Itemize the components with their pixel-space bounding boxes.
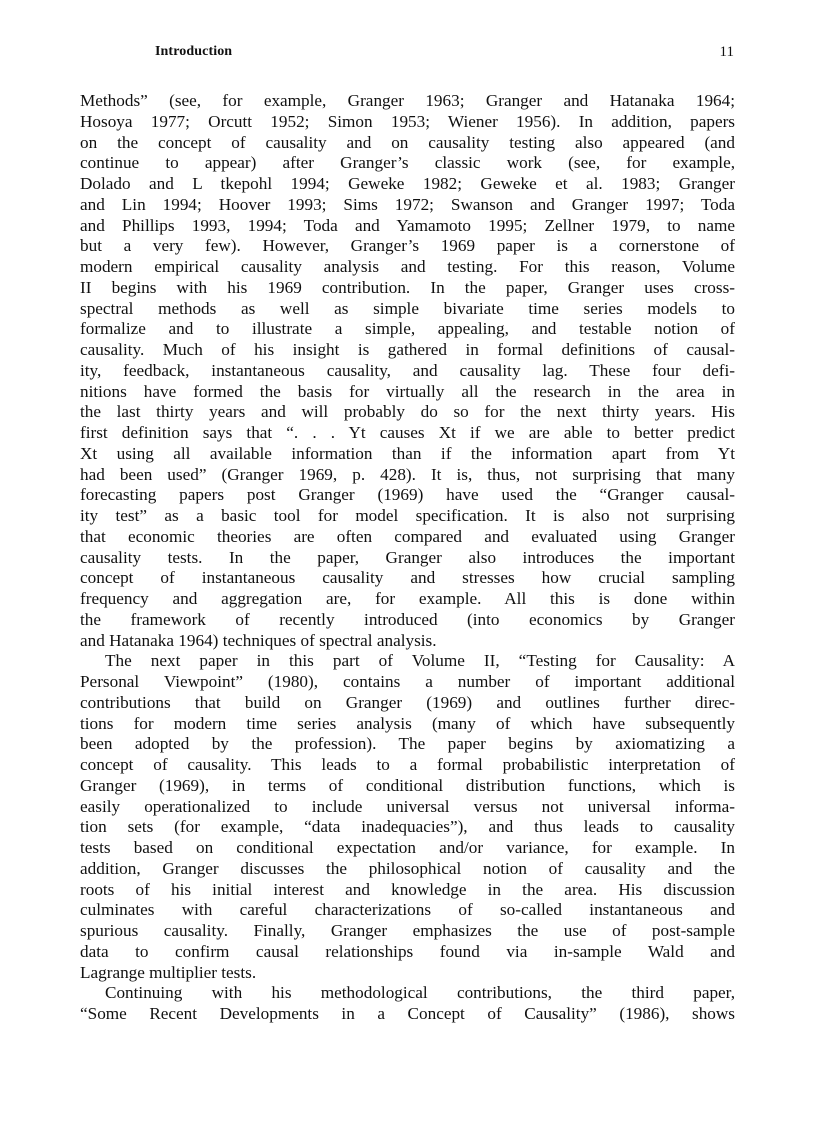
body-line: Personal Viewpoint” (1980), contains a number of important additional [80, 672, 735, 691]
body-line: forecasting papers post Granger (1969) have used the “Granger causal- [80, 485, 735, 505]
body-line: Xt using all available information than if the information apart from Yt [80, 443, 735, 463]
body-line: and Lin 1994; Hoover 1993; Sims 1972; Swanson and Granger 1997; Toda [80, 194, 735, 214]
body-line: modern empirical causality analysis and testing. For this reason, Volume [80, 257, 735, 276]
body-line: Lagrange multiplier tests. [80, 962, 257, 982]
body-line: causality. Much of his insight is gathered in formal definitions of causal- [80, 340, 735, 359]
body-line: continue to appear) after Granger’s classic work (see, for example, [80, 153, 735, 173]
body-line: on the concept of causality and on causality testing also appeared (and [80, 132, 735, 152]
body-line: had been used” (Granger 1969, p. 428). It is, thus, not surprising that many [80, 464, 735, 484]
body-line-indented: The next paper in this part of Volume II, “Testing for Causality: A [105, 651, 735, 671]
body-line: the last thirty years and will probably do so for the next thirty years. His [80, 402, 735, 422]
body-line: ity test” as a basic tool for model specification. It is also not surprising [80, 506, 735, 525]
body-line-indented: Continuing with his methodological contributions, the third paper, [105, 983, 735, 1003]
body-line: tion sets (for example, “data inadequacies”), and thus leads to causality [80, 817, 735, 837]
body-line: Methods” (see, for example, Granger 1963; Granger and Hatanaka 1964; [80, 91, 735, 110]
running-title: Introduction [155, 44, 233, 59]
body-line: Granger (1969), in terms of conditional distribution functions, which is [80, 775, 735, 795]
body-line: II begins with his 1969 contribution. In the paper, Granger uses cross- [80, 277, 735, 297]
body-line: data to confirm causal relationships found via in-sample Wald and [80, 941, 735, 961]
body-line: spectral methods as well as simple bivariate time series models to [80, 298, 735, 318]
body-line: tions for modern time series analysis (many of which have subsequently [80, 713, 735, 733]
body-line: Dolado and L tkepohl 1994; Geweke 1982; Geweke et al. 1983; Granger [80, 174, 735, 193]
body-line: easily operationalized to include universal versus not universal informa- [80, 796, 735, 816]
body-line: roots of his initial interest and knowledge in the area. His discussion [80, 879, 735, 899]
body-line: frequency and aggregation are, for example. All this is done within [80, 589, 735, 608]
body-line: “Some Recent Developments in a Concept of Causality” (1986), shows [80, 1004, 735, 1023]
body-line: concept of causality. This leads to a formal probabilistic interpretation of [80, 755, 735, 774]
body-line: tests based on conditional expectation and/or variance, for example. In [80, 838, 735, 857]
body-line: the framework of recently introduced (into economics by Granger [80, 609, 735, 629]
body-line: culminates with careful characterizations of so-called instantaneous and [80, 900, 735, 920]
body-line: spurious causality. Finally, Granger emphasizes the use of post-sample [80, 921, 735, 940]
body-line: first definition says that “. . . Yt causes Xt if we are able to better predict [80, 423, 735, 442]
body-line: formalize and to illustrate a simple, appealing, and testable notion of [80, 319, 735, 339]
body-text [80, 91, 735, 1025]
body-line: causality tests. In the paper, Granger also introduces the important [80, 547, 735, 567]
body-line: nitions have formed the basis for virtually all the research in the area in [80, 381, 735, 401]
body-line: that economic theories are often compared and evaluated using Granger [80, 526, 735, 546]
running-head [155, 44, 734, 64]
body-line: Hosoya 1977; Orcutt 1952; Simon 1953; Wiener 1956). In addition, papers [80, 111, 735, 131]
body-line: and Phillips 1993, 1994; Toda and Yamamoto 1995; Zellner 1979, to name [80, 215, 735, 235]
body-line: ity, feedback, instantaneous causality, and causality lag. These four defi- [80, 360, 735, 380]
body-line: contributions that build on Granger (1969) and outlines further direc- [80, 692, 735, 712]
page-number: 11 [719, 44, 734, 60]
body-line: concept of instantaneous causality and stresses how crucial sampling [80, 568, 735, 588]
body-line: been adopted by the profession). The paper begins by axiomatizing a [80, 734, 735, 754]
body-line: but a very few). However, Granger’s 1969 paper is a cornerstone of [80, 236, 735, 256]
body-line: and Hatanaka 1964) techniques of spectral analysis. [80, 630, 437, 650]
body-line: addition, Granger discusses the philosophical notion of causality and the [80, 858, 735, 878]
